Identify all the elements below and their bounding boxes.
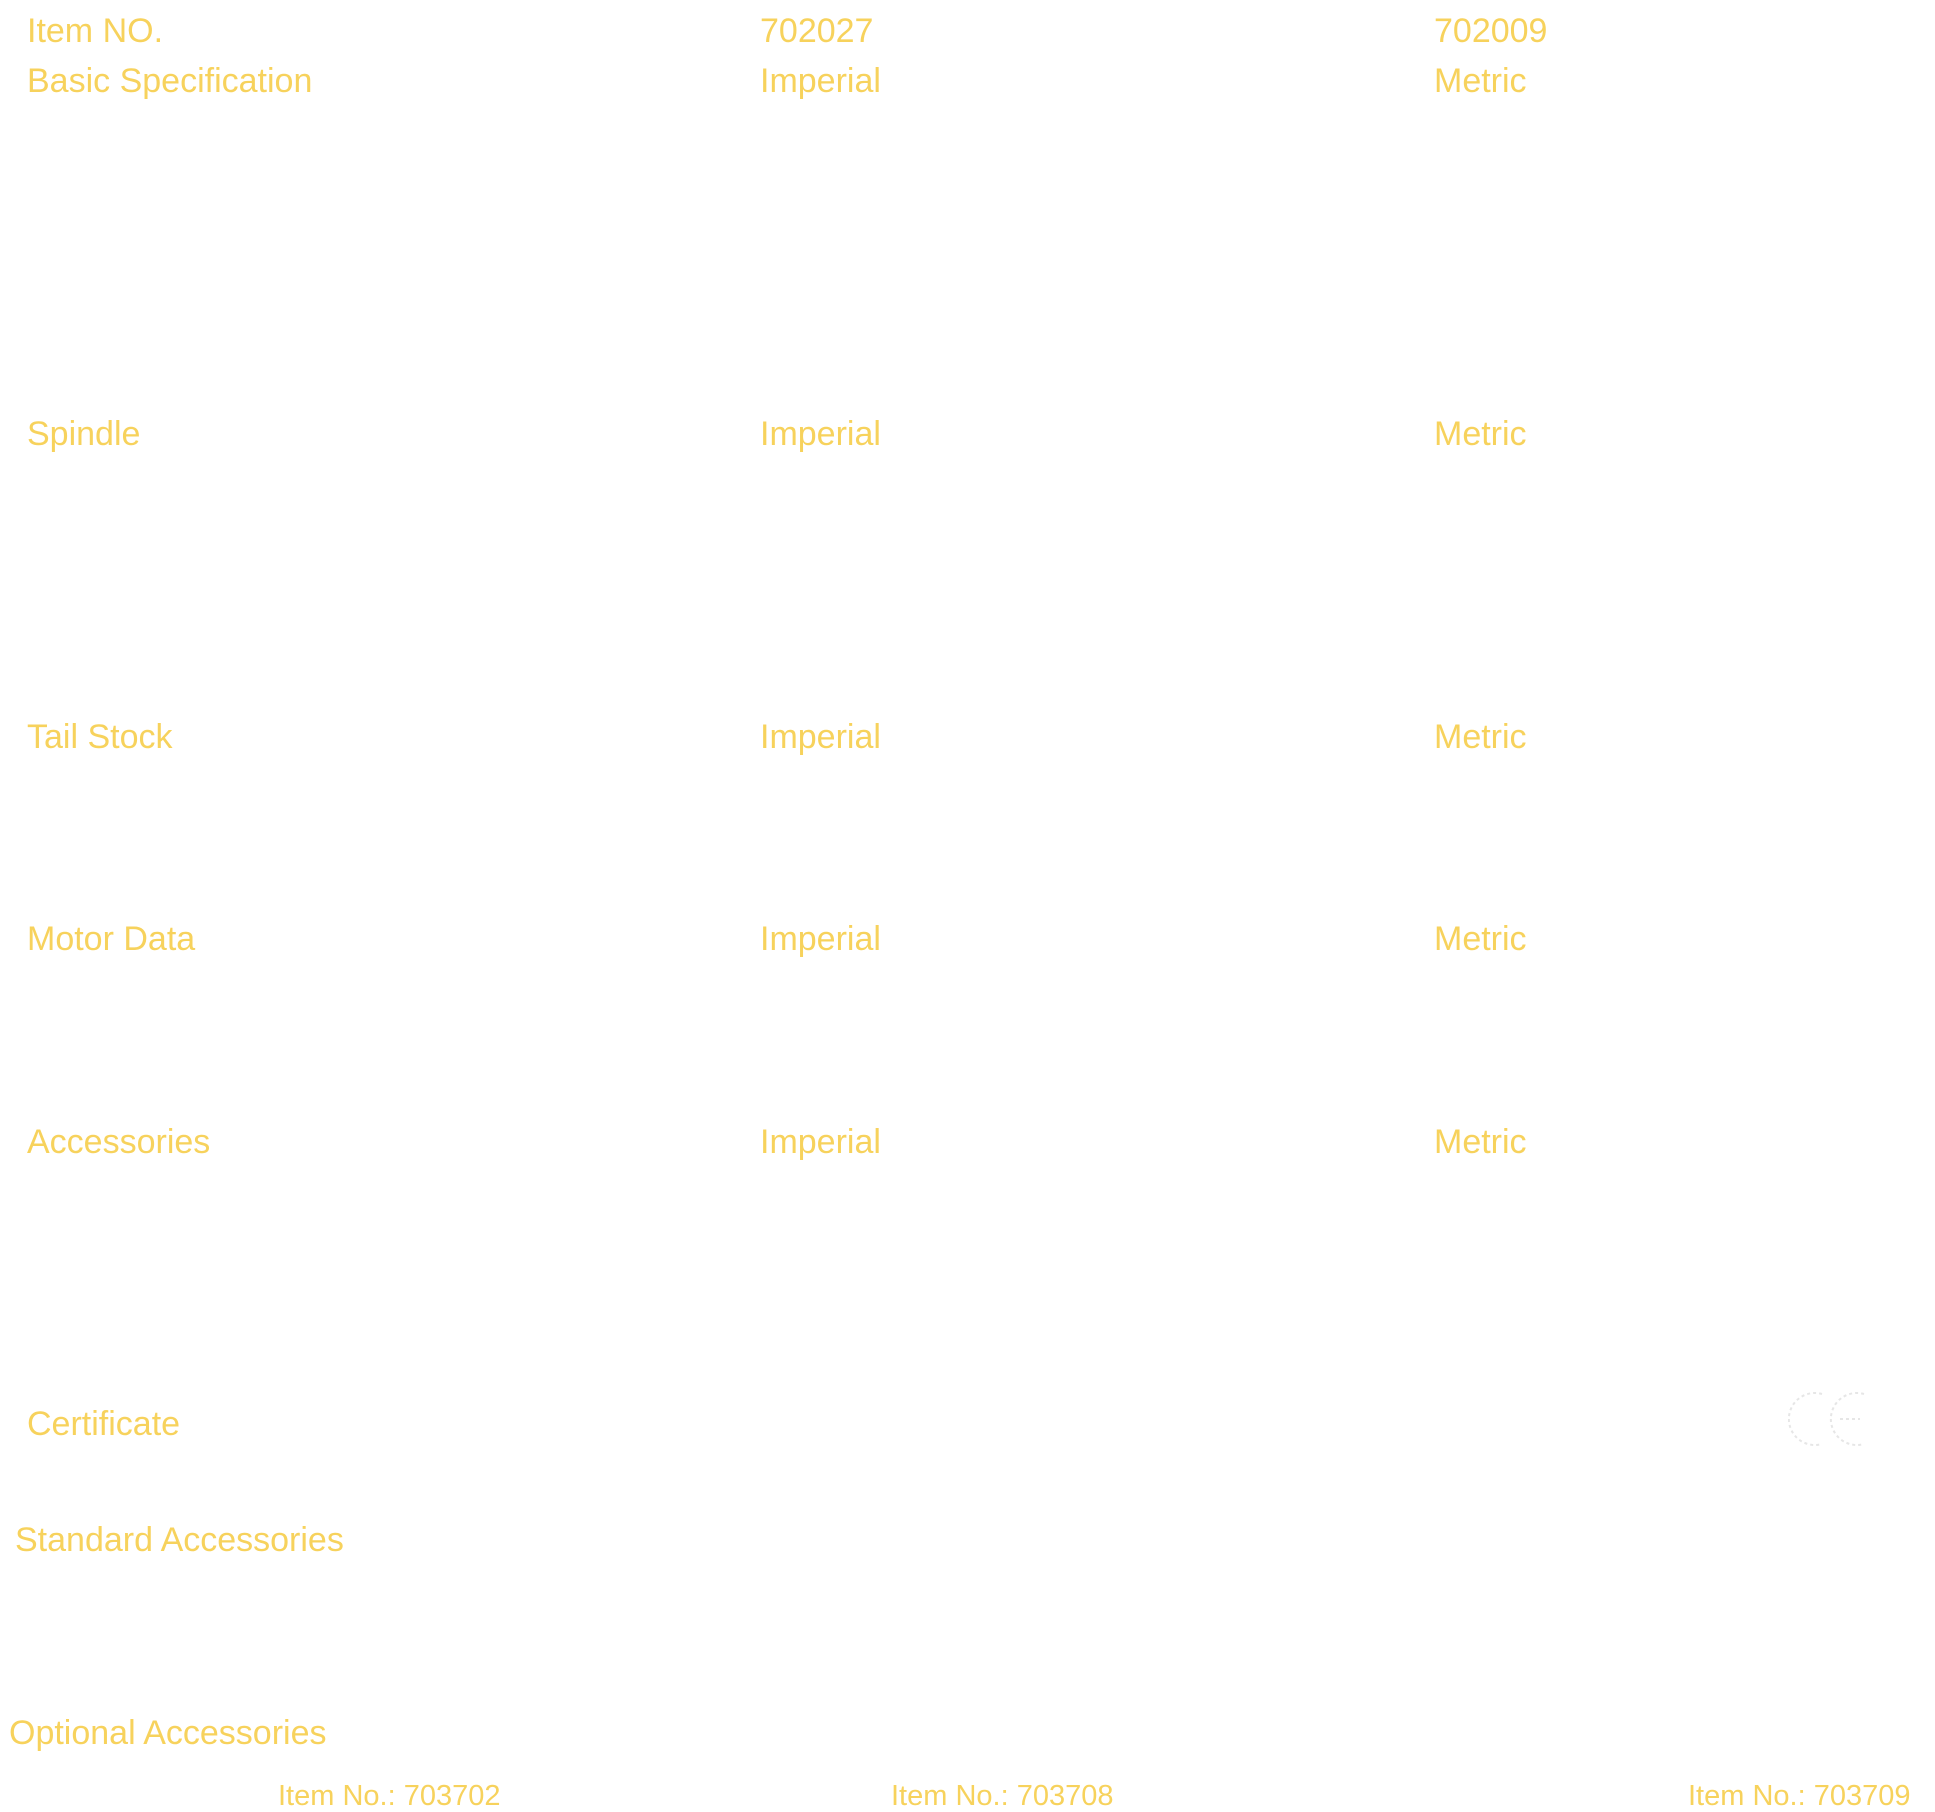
section-imperial-accessories: Imperial bbox=[760, 1123, 881, 1161]
optional-accessories-title: Optional Accessories bbox=[9, 1714, 327, 1752]
section-metric-accessories: Metric bbox=[1434, 1123, 1527, 1161]
section-label-tail-stock: Tail Stock bbox=[27, 718, 173, 756]
section-imperial-tail-stock: Imperial bbox=[760, 718, 881, 756]
section-metric-tail-stock: Metric bbox=[1434, 718, 1527, 756]
section-metric-basic-specification: Metric bbox=[1434, 62, 1527, 100]
section-metric-spindle: Metric bbox=[1434, 415, 1527, 453]
certificate-label: Certificate bbox=[27, 1405, 181, 1443]
item-no-label: Item NO. bbox=[27, 12, 164, 50]
standard-accessories-title: Standard Accessories bbox=[15, 1521, 344, 1559]
section-label-accessories: Accessories bbox=[27, 1123, 211, 1161]
section-label-spindle: Spindle bbox=[27, 415, 141, 453]
section-label-motor-data: Motor Data bbox=[27, 920, 196, 958]
optional-item-no-703708: Item No.: 703708 bbox=[891, 1780, 1114, 1812]
optional-item-no-703702: Item No.: 703702 bbox=[278, 1780, 501, 1812]
item-no-value-1: 702027 bbox=[760, 12, 874, 50]
item-no-value-2: 702009 bbox=[1434, 12, 1548, 50]
section-imperial-motor-data: Imperial bbox=[760, 920, 881, 958]
section-metric-motor-data: Metric bbox=[1434, 920, 1527, 958]
section-label-basic-specification: Basic Specification bbox=[27, 62, 313, 100]
optional-item-no-703709: Item No.: 703709 bbox=[1688, 1780, 1911, 1812]
ce-mark-icon bbox=[1788, 1388, 1870, 1450]
section-imperial-spindle: Imperial bbox=[760, 415, 881, 453]
section-imperial-basic-specification: Imperial bbox=[760, 62, 881, 100]
